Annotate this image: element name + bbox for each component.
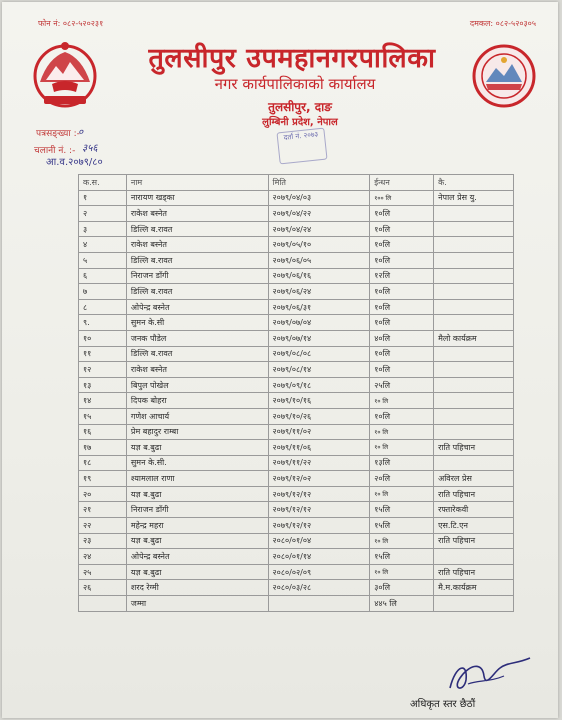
cell-remarks <box>434 268 514 284</box>
cell-fuel: १०लि <box>370 206 434 222</box>
cell-fuel: १०लि <box>370 346 434 362</box>
cell-name: यज्ञ ब.बुढा <box>126 440 268 456</box>
cell-date: २०७९/१२/१२ <box>268 486 370 502</box>
cell-remarks <box>434 299 514 315</box>
table-row <box>79 440 514 456</box>
cell-serial: ४ <box>79 237 127 253</box>
cell-name: यज्ञ ब.बुढा <box>126 564 268 580</box>
cell-fuel: १०लि <box>370 362 434 378</box>
cell-date: २०७९/०७/१४ <box>268 330 370 346</box>
cell-serial: १६ <box>79 424 127 440</box>
cell-remarks <box>434 393 514 409</box>
cell-name: जनक पौडेल <box>126 330 268 346</box>
cell-fuel: १०लि <box>370 299 434 315</box>
cell-remarks <box>434 455 514 471</box>
header-name: नाम <box>126 175 268 191</box>
cell-date: २०७९/१२/१२ <box>268 518 370 534</box>
cell-date: २०७९/०४/०३ <box>268 190 370 206</box>
cell-name: डिल्लि ब.रावत <box>126 252 268 268</box>
header-fuel: ईन्धन <box>370 175 434 191</box>
cell-serial: १७ <box>79 440 127 456</box>
cell-date: २०७९/०६/१६ <box>268 268 370 284</box>
cell-fuel: ३०लि <box>370 580 434 596</box>
cell-date: २०७९/०५/१० <box>268 237 370 253</box>
cell-remarks <box>434 284 514 300</box>
cell-name: ओपेन्द्र बस्नेत <box>126 299 268 315</box>
cell-serial: १० <box>79 330 127 346</box>
patra-sankhya-value: ० <box>78 127 84 138</box>
table-row <box>79 252 514 268</box>
patra-sankhya-label: पत्रसङ्ख्या :- <box>36 129 80 139</box>
cell-name: डिल्लि ब.रावत <box>126 221 268 237</box>
cell-date: २०८०/०१/१४ <box>268 549 370 565</box>
cell-fuel: १० लि <box>370 486 434 502</box>
cell-serial: २३ <box>79 533 127 549</box>
cell-serial: १४ <box>79 393 127 409</box>
cell-remarks <box>434 346 514 362</box>
cell-fuel: ४०लि <box>370 330 434 346</box>
cell-date: २०८०/०३/२८ <box>268 580 370 596</box>
table-row <box>79 299 514 315</box>
cell-serial: १ <box>79 190 127 206</box>
cell-serial: १५ <box>79 408 127 424</box>
header-remarks: कै. <box>434 175 514 191</box>
chalani-label: चलानी नं. :- <box>34 146 76 156</box>
table-row <box>79 455 514 471</box>
total-value: ४४५ लि <box>370 596 434 612</box>
cell-fuel: १०० लि <box>370 190 434 206</box>
authority-title: अधिकृत स्तर छैठौं <box>410 699 476 710</box>
cell-date: २०७९/१०/१६ <box>268 393 370 409</box>
table-row <box>79 580 514 596</box>
cell-serial: २४ <box>79 549 127 565</box>
cell-date: २०७९/०६/२४ <box>268 284 370 300</box>
cell-date: २०७९/०४/२४ <box>268 221 370 237</box>
table-row <box>79 190 514 206</box>
table-row <box>79 221 514 237</box>
table-row <box>79 206 514 222</box>
municipality-title: तुलसीपुर उपमहानगरपालिका <box>148 43 436 74</box>
registration-stamp: दर्ता नं. २०७३ <box>276 128 327 165</box>
cell-date: २०७९/११/०६ <box>268 440 370 456</box>
table-row <box>79 471 514 487</box>
cell-name: बिपुल पोखेल <box>126 377 268 393</box>
cell-date: २०७९/१२/०२ <box>268 471 370 487</box>
cell-serial: १८ <box>79 455 127 471</box>
cell-remarks: मै.म.कार्यक्रम <box>434 580 514 596</box>
cell-remarks <box>434 206 514 222</box>
cell-remarks <box>434 549 514 565</box>
cell-fuel: १०लि <box>370 221 434 237</box>
table-row <box>79 486 514 502</box>
table-row <box>79 533 514 549</box>
cell-remarks: राति पहिचान <box>434 440 514 456</box>
cell-serial: १३ <box>79 377 127 393</box>
cell-serial: ९. <box>79 315 127 331</box>
header-serial: क.स. <box>79 175 127 191</box>
cell-remarks <box>434 252 514 268</box>
cell-name: राकेश बस्नेत <box>126 206 268 222</box>
table-row <box>79 346 514 362</box>
cell-serial: ५ <box>79 252 127 268</box>
cell-fuel: १० लि <box>370 564 434 580</box>
cell-name: यज्ञ ब.बुढा <box>126 533 268 549</box>
cell-serial: २० <box>79 486 127 502</box>
cell-name: डिल्लि ब.रावत <box>126 346 268 362</box>
cell-name: महेन्द्र महरा <box>126 518 268 534</box>
header-date: मिति <box>268 175 370 191</box>
cell-serial: २२ <box>79 518 127 534</box>
cell-name: राकेश बस्नेत <box>126 362 268 378</box>
cell-name: शरद रेग्मी <box>126 580 268 596</box>
cell-name: नारायण खड्का <box>126 190 268 206</box>
table-row <box>79 377 514 393</box>
cell-remarks: राति पहिचान <box>434 564 514 580</box>
cell-fuel: १० लि <box>370 424 434 440</box>
cell-fuel: १०लि <box>370 252 434 268</box>
cell-serial: ३ <box>79 221 127 237</box>
cell-name: निराजन डाँगी <box>126 502 268 518</box>
signature-mark-icon <box>438 654 538 698</box>
fuel-distribution-table <box>78 174 514 612</box>
cell-fuel: २५लि <box>370 377 434 393</box>
cell-fuel: १५लि <box>370 502 434 518</box>
cell-date: २०८०/०१/०४ <box>268 533 370 549</box>
cell-remarks <box>434 221 514 237</box>
cell-remarks: राति पहिचान <box>434 533 514 549</box>
cell-serial: २१ <box>79 502 127 518</box>
table-row <box>79 424 514 440</box>
chalani-value: ३५६ <box>82 143 98 154</box>
fiscal-year: आ.व.२०७९/८० <box>46 157 103 168</box>
cell-fuel: १०लि <box>370 237 434 253</box>
cell-fuel: १० लि <box>370 393 434 409</box>
cell-name: राकेश बस्नेत <box>126 237 268 253</box>
cell-remarks: मैलो कार्यक्रम <box>434 330 514 346</box>
table-row <box>79 564 514 580</box>
table-row <box>79 408 514 424</box>
fire-number: दमकल: ०८२-५२०३०५ <box>469 19 536 28</box>
cell-fuel: १२लि <box>370 268 434 284</box>
table-row <box>79 330 514 346</box>
cell-name: श्यामलाल राणा <box>126 471 268 487</box>
cell-date: २०७९/०६/०५ <box>268 252 370 268</box>
cell-date: २०७९/०९/१८ <box>268 377 370 393</box>
office-subtitle: नगर कार्यपालिकाको कार्यालय <box>214 75 376 93</box>
cell-remarks <box>434 237 514 253</box>
cell-date: २०७९/११/२२ <box>268 455 370 471</box>
cell-serial: २६ <box>79 580 127 596</box>
table-row <box>79 502 514 518</box>
cell-fuel: १३लि <box>370 455 434 471</box>
cell-remarks <box>434 408 514 424</box>
table-row <box>79 268 514 284</box>
cell-serial: ७ <box>79 284 127 300</box>
cell-serial: ११ <box>79 346 127 362</box>
cell-fuel: १०लि <box>370 408 434 424</box>
cell-date: २०७९/०६/३१ <box>268 299 370 315</box>
cell-fuel: १०लि <box>370 315 434 331</box>
cell-name: प्रेम बहादुर राम्बा <box>126 424 268 440</box>
cell-serial: २५ <box>79 564 127 580</box>
cell-date: २०७९/१२/१२ <box>268 502 370 518</box>
cell-remarks: राति पहिचान <box>434 486 514 502</box>
address-city: तुलसीपुर, दाङ <box>268 100 332 114</box>
cell-fuel: १०लि <box>370 284 434 300</box>
cell-name: यज्ञ ब.बुढा <box>126 486 268 502</box>
cell-name: सुमन के.सी. <box>126 455 268 471</box>
cell-name: दिपक बोहरा <box>126 393 268 409</box>
cell-date: २०७९/१०/२६ <box>268 408 370 424</box>
cell-date: २०७९/०८/०८ <box>268 346 370 362</box>
cell-remarks: नेपाल प्रेस यु. <box>434 190 514 206</box>
cell-serial: ६ <box>79 268 127 284</box>
cell-remarks: रफ्तारेकवी <box>434 502 514 518</box>
cell-date: २०७९/११/०२ <box>268 424 370 440</box>
table-header-row <box>79 175 514 191</box>
cell-serial: ८ <box>79 299 127 315</box>
table-row <box>79 284 514 300</box>
table-row <box>79 315 514 331</box>
cell-serial: १२ <box>79 362 127 378</box>
table-row <box>79 393 514 409</box>
cell-serial: १९ <box>79 471 127 487</box>
cell-fuel: १० लि <box>370 440 434 456</box>
cell-date: २०७९/०७/०४ <box>268 315 370 331</box>
cell-remarks: अविरल प्रेस <box>434 471 514 487</box>
cell-fuel: १५लि <box>370 549 434 565</box>
address-province: लुम्बिनी प्रदेश, नेपाल <box>262 117 338 128</box>
cell-name: ओपेन्द्र बस्नेत <box>126 549 268 565</box>
table-row <box>79 549 514 565</box>
table-row <box>79 518 514 534</box>
cell-fuel: १० लि <box>370 533 434 549</box>
total-label: जम्मा <box>126 596 268 612</box>
cell-date: २०७९/०४/२२ <box>268 206 370 222</box>
phone-number: फोन नं: ०८२-५२०२३१ <box>38 19 104 28</box>
cell-date: २०७९/०८/१४ <box>268 362 370 378</box>
cell-name: सुमन के.सी <box>126 315 268 331</box>
document-sheet <box>2 2 558 718</box>
cell-serial: २ <box>79 206 127 222</box>
cell-fuel: २०लि <box>370 471 434 487</box>
cell-name: निराजन डाँगी <box>126 268 268 284</box>
cell-fuel: १५लि <box>370 518 434 534</box>
cell-remarks: एस.टि.एन <box>434 518 514 534</box>
cell-remarks <box>434 362 514 378</box>
cell-remarks <box>434 424 514 440</box>
table-row <box>79 237 514 253</box>
table-row <box>79 362 514 378</box>
cell-date: २०८०/०२/०९ <box>268 564 370 580</box>
cell-remarks <box>434 377 514 393</box>
cell-remarks <box>434 315 514 331</box>
cell-name: गणेश आचार्य <box>126 408 268 424</box>
table-total-row <box>79 596 514 612</box>
cell-name: डिल्लि ब.रावत <box>126 284 268 300</box>
